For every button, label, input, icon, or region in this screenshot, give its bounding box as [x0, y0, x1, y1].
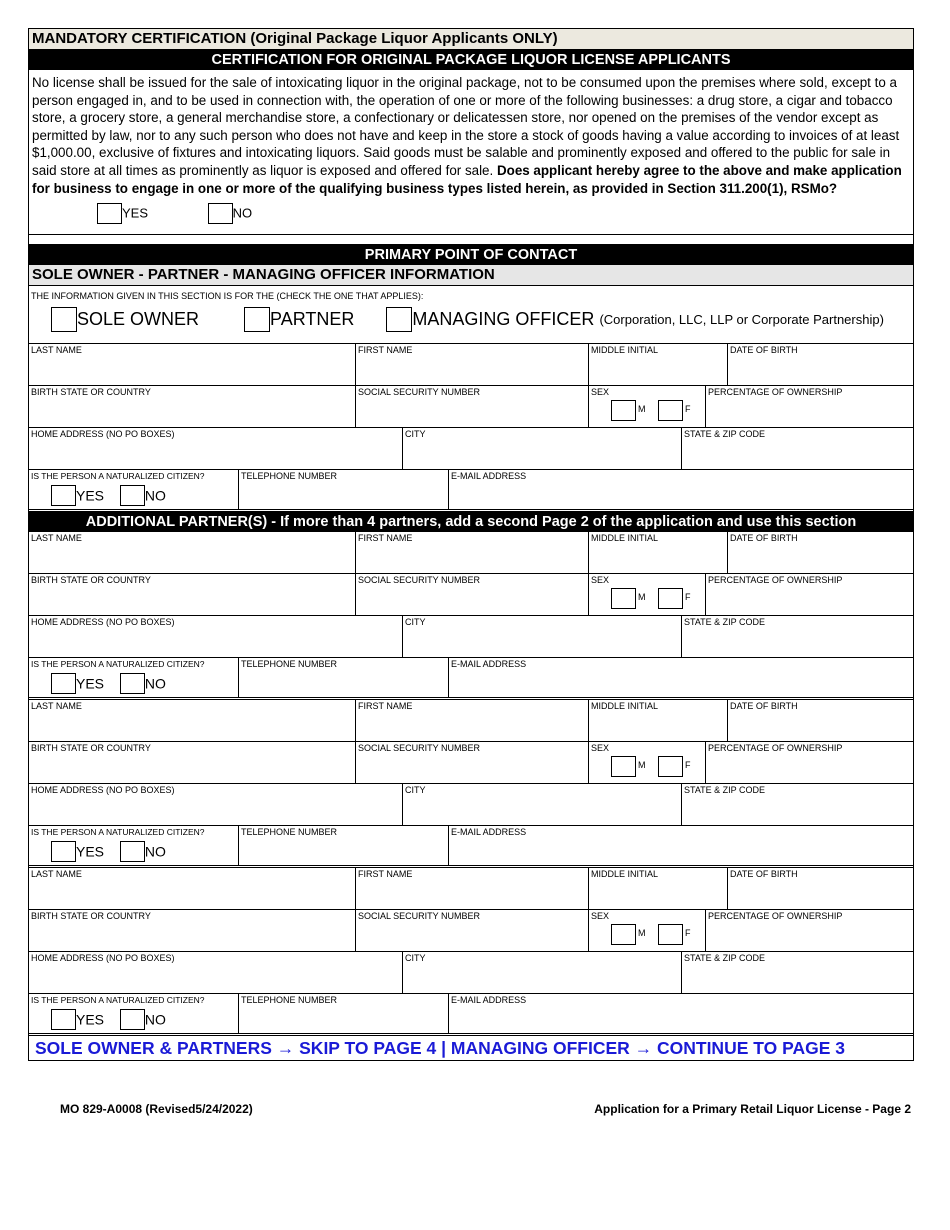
birth-state-label: BIRTH STATE OR COUNTRY — [31, 743, 151, 753]
naturalized-yes-checkbox[interactable] — [51, 673, 76, 694]
ownership-label: PERCENTAGE OF OWNERSHIP — [708, 387, 843, 397]
dob-label: DATE OF BIRTH — [730, 533, 798, 543]
city-label: CITY — [405, 953, 426, 963]
dob-label: DATE OF BIRTH — [730, 345, 798, 355]
naturalized-yes-label: YES — [76, 843, 105, 860]
city-label: CITY — [405, 429, 426, 439]
ssn-label: SOCIAL SECURITY NUMBER — [358, 575, 481, 585]
sex-m-checkbox[interactable] — [611, 756, 636, 777]
email-field[interactable] — [448, 826, 913, 865]
telephone-label: TELEPHONE NUMBER — [241, 659, 338, 669]
person-block-partner-1 — [29, 532, 913, 700]
sex-f-checkbox[interactable] — [658, 756, 683, 777]
telephone-field[interactable] — [238, 994, 448, 1033]
sex-label: SEX — [591, 575, 610, 585]
dob-field[interactable] — [727, 700, 913, 741]
primary-contact-header: PRIMARY POINT OF CONTACT — [29, 245, 913, 265]
birth-state-label: BIRTH STATE OR COUNTRY — [31, 575, 151, 585]
naturalized-field — [29, 470, 238, 509]
sex-field — [588, 910, 705, 951]
sole-owner-label: SOLE OWNER — [77, 309, 200, 329]
home-address-label: HOME ADDRESS (NO PO BOXES) — [31, 429, 175, 439]
sex-m-label: M — [638, 760, 646, 770]
city-label: CITY — [405, 785, 426, 795]
state-zip-label: STATE & ZIP CODE — [684, 785, 766, 795]
form-number: MO 829-A0008 (Revised5/24/2022) — [60, 1102, 253, 1116]
naturalized-yes-label: YES — [76, 487, 105, 504]
ssn-label: SOCIAL SECURITY NUMBER — [358, 911, 481, 921]
naturalized-field — [29, 826, 238, 865]
sex-field — [588, 742, 705, 783]
last-name-label: LAST NAME — [31, 869, 82, 879]
partner-checkbox[interactable] — [244, 307, 270, 332]
state-zip-field[interactable] — [681, 616, 913, 657]
ssn-label: SOCIAL SECURITY NUMBER — [358, 387, 481, 397]
naturalized-no-checkbox[interactable] — [120, 485, 145, 506]
last-name-label: LAST NAME — [31, 533, 82, 543]
ssn-field[interactable] — [355, 910, 588, 951]
cert-no-checkbox[interactable] — [208, 203, 233, 224]
naturalized-yes-checkbox[interactable] — [51, 485, 76, 506]
birth-state-label: BIRTH STATE OR COUNTRY — [31, 387, 151, 397]
managing-officer-checkbox[interactable] — [386, 307, 412, 332]
email-field[interactable] — [448, 470, 913, 509]
first-name-field[interactable] — [355, 532, 588, 573]
partner-label: PARTNER — [270, 309, 355, 329]
naturalized-no-label: NO — [144, 487, 166, 504]
sex-m-label: M — [638, 404, 646, 414]
sex-f-label: F — [685, 592, 691, 602]
email-label: E-MAIL ADDRESS — [451, 659, 527, 669]
dob-field[interactable] — [727, 532, 913, 573]
birth-state-field[interactable] — [29, 574, 355, 615]
state-zip-label: STATE & ZIP CODE — [684, 617, 766, 627]
dob-label: DATE OF BIRTH — [730, 701, 798, 711]
sex-m-checkbox[interactable] — [611, 588, 636, 609]
application-form — [28, 28, 914, 1061]
ssn-field[interactable] — [355, 386, 588, 427]
managing-officer-note: (Corporation, LLC, LLP or Corporate Partnership) — [599, 312, 884, 327]
city-field[interactable] — [402, 952, 681, 993]
birth-state-label: BIRTH STATE OR COUNTRY — [31, 911, 151, 921]
middle-initial-label: MIDDLE INITIAL — [591, 345, 659, 355]
naturalized-yes-checkbox[interactable] — [51, 1009, 76, 1030]
ownership-field[interactable] — [705, 574, 913, 615]
sex-f-label: F — [685, 404, 691, 414]
person-block-partner-2 — [29, 700, 913, 868]
city-field[interactable] — [402, 784, 681, 825]
cert-yes-checkbox[interactable] — [97, 203, 122, 224]
additional-partners-header: ADDITIONAL PARTNER(S) - If more than 4 partners, add a second Page 2 of the application and use this section — [29, 512, 913, 532]
naturalized-no-checkbox[interactable] — [120, 673, 145, 694]
naturalized-no-label: NO — [144, 1011, 166, 1028]
naturalized-no-label: NO — [144, 843, 166, 860]
dob-field[interactable] — [727, 868, 913, 909]
city-field[interactable] — [402, 616, 681, 657]
managing-officer-label: MANAGING OFFICER — [412, 309, 595, 329]
telephone-label: TELEPHONE NUMBER — [241, 827, 338, 837]
home-address-field[interactable] — [29, 784, 402, 825]
middle-initial-label: MIDDLE INITIAL — [591, 701, 659, 711]
sex-label: SEX — [591, 743, 610, 753]
sex-field — [588, 386, 705, 427]
sex-m-checkbox[interactable] — [611, 924, 636, 945]
next-page-instruction: SOLE OWNER & PARTNERS → SKIP TO PAGE 4 | MANAGING OFFICER → CONTINUE TO PAGE 3 — [35, 1038, 845, 1058]
first-name-field[interactable] — [355, 700, 588, 741]
first-name-label: FIRST NAME — [358, 533, 413, 543]
telephone-label: TELEPHONE NUMBER — [241, 471, 338, 481]
sole-owner-checkbox[interactable] — [51, 307, 77, 332]
dob-label: DATE OF BIRTH — [730, 869, 798, 879]
sex-f-checkbox[interactable] — [658, 588, 683, 609]
birth-state-field[interactable] — [29, 386, 355, 427]
last-name-label: LAST NAME — [31, 701, 82, 711]
last-name-field[interactable] — [29, 344, 355, 385]
cert-no-label: NO — [232, 205, 253, 221]
email-label: E-MAIL ADDRESS — [451, 995, 527, 1005]
certification-header: CERTIFICATION FOR ORIGINAL PACKAGE LIQUOR LICENSE APPLICANTS — [29, 50, 913, 70]
sex-field — [588, 574, 705, 615]
sex-label: SEX — [591, 911, 610, 921]
applies-instruction: THE INFORMATION GIVEN IN THIS SECTION IS FOR THE (CHECK THE ONE THAT APPLIES): — [31, 291, 424, 301]
middle-initial-field[interactable] — [588, 532, 727, 573]
ownership-field[interactable] — [705, 910, 913, 951]
middle-initial-field[interactable] — [588, 868, 727, 909]
naturalized-no-label: NO — [144, 675, 166, 692]
certification-text: No license shall be issued for the sale of intoxicating liquor in the original package, not to be consumed upon the premises where sold, except to a person engaged in, and to be used in connection with, the operation of one or more of the following businesses: a drug store, a cigar and tobacco store, a grocery store, a general merchandise store, a confectionary or delicatessen store, nor opened on the premises of the vendor except as permitted by law, nor to any such person who does not have and keep in the store a stock of goods having a value according to invoices of at least $1,000.00, exclusive of fixtures and intoxicating liquors. Said goods must be salable and prominently exposed and offered to the public for sale in said store at all times as prominently as liquor is exposed and offered for sale. — [32, 75, 900, 178]
ownership-label: PERCENTAGE OF OWNERSHIP — [708, 911, 843, 921]
ownership-field[interactable] — [705, 386, 913, 427]
sex-m-checkbox[interactable] — [611, 400, 636, 421]
state-zip-label: STATE & ZIP CODE — [684, 429, 766, 439]
person-block-primary — [29, 344, 913, 512]
dob-field[interactable] — [727, 344, 913, 385]
city-label: CITY — [405, 617, 426, 627]
person-block-partner-3 — [29, 868, 913, 1036]
ssn-field[interactable] — [355, 574, 588, 615]
certification-question: Does applicant hereby agree to the above and make application for business to engage in one or more of the qualifying business types listed herein, as provided in Section 311.200(1), RSMo? — [32, 162, 902, 196]
home-address-label: HOME ADDRESS (NO PO BOXES) — [31, 617, 175, 627]
birth-state-field[interactable] — [29, 742, 355, 783]
middle-initial-field[interactable] — [588, 344, 727, 385]
state-zip-field[interactable] — [681, 784, 913, 825]
home-address-field[interactable] — [29, 428, 402, 469]
telephone-field[interactable] — [238, 658, 448, 697]
cert-yes-label: YES — [122, 205, 149, 221]
middle-initial-field[interactable] — [588, 700, 727, 741]
state-zip-field[interactable] — [681, 428, 913, 469]
ownership-label: PERCENTAGE OF OWNERSHIP — [708, 575, 843, 585]
sex-m-label: M — [638, 928, 646, 938]
sex-m-label: M — [638, 592, 646, 602]
last-name-field[interactable] — [29, 868, 355, 909]
first-name-label: FIRST NAME — [358, 869, 413, 879]
first-name-label: FIRST NAME — [358, 345, 413, 355]
naturalized-label: IS THE PERSON A NATURALIZED CITIZEN? — [31, 471, 205, 481]
owner-info-header: SOLE OWNER - PARTNER - MANAGING OFFICER INFORMATION — [29, 265, 913, 286]
sex-f-checkbox[interactable] — [658, 400, 683, 421]
naturalized-field — [29, 658, 238, 697]
home-address-field[interactable] — [29, 952, 402, 993]
telephone-label: TELEPHONE NUMBER — [241, 995, 338, 1005]
email-label: E-MAIL ADDRESS — [451, 827, 527, 837]
last-name-label: LAST NAME — [31, 345, 82, 355]
ssn-label: SOCIAL SECURITY NUMBER — [358, 743, 481, 753]
state-zip-field[interactable] — [681, 952, 913, 993]
certification-text-block — [29, 70, 913, 235]
naturalized-yes-label: YES — [76, 675, 105, 692]
naturalized-field — [29, 994, 238, 1033]
city-field[interactable] — [402, 428, 681, 469]
middle-initial-label: MIDDLE INITIAL — [591, 533, 659, 543]
first-name-field[interactable] — [355, 868, 588, 909]
sex-f-checkbox[interactable] — [658, 924, 683, 945]
naturalized-no-checkbox[interactable] — [120, 841, 145, 862]
sex-f-label: F — [685, 760, 691, 770]
ownership-label: PERCENTAGE OF OWNERSHIP — [708, 743, 843, 753]
sex-label: SEX — [591, 387, 610, 397]
naturalized-label: IS THE PERSON A NATURALIZED CITIZEN? — [31, 659, 205, 669]
email-label: E-MAIL ADDRESS — [451, 471, 527, 481]
telephone-field[interactable] — [238, 470, 448, 509]
first-name-label: FIRST NAME — [358, 701, 413, 711]
ownership-field[interactable] — [705, 742, 913, 783]
naturalized-label: IS THE PERSON A NATURALIZED CITIZEN? — [31, 827, 205, 837]
last-name-field[interactable] — [29, 532, 355, 573]
email-field[interactable] — [448, 994, 913, 1033]
naturalized-yes-checkbox[interactable] — [51, 841, 76, 862]
home-address-label: HOME ADDRESS (NO PO BOXES) — [31, 785, 175, 795]
birth-state-field[interactable] — [29, 910, 355, 951]
naturalized-yes-label: YES — [76, 1011, 105, 1028]
email-field[interactable] — [448, 658, 913, 697]
mandatory-certification-title: MANDATORY CERTIFICATION (Original Package Liquor Applicants ONLY) — [29, 29, 913, 50]
sex-f-label: F — [685, 928, 691, 938]
ssn-field[interactable] — [355, 742, 588, 783]
naturalized-label: IS THE PERSON A NATURALIZED CITIZEN? — [31, 995, 205, 1005]
home-address-label: HOME ADDRESS (NO PO BOXES) — [31, 953, 175, 963]
state-zip-label: STATE & ZIP CODE — [684, 953, 766, 963]
last-name-field[interactable] — [29, 700, 355, 741]
home-address-field[interactable] — [29, 616, 402, 657]
naturalized-no-checkbox[interactable] — [120, 1009, 145, 1030]
applies-section — [29, 286, 913, 344]
telephone-field[interactable] — [238, 826, 448, 865]
page-label: Application for a Primary Retail Liquor License - Page 2 — [594, 1102, 911, 1116]
middle-initial-label: MIDDLE INITIAL — [591, 869, 659, 879]
first-name-field[interactable] — [355, 344, 588, 385]
